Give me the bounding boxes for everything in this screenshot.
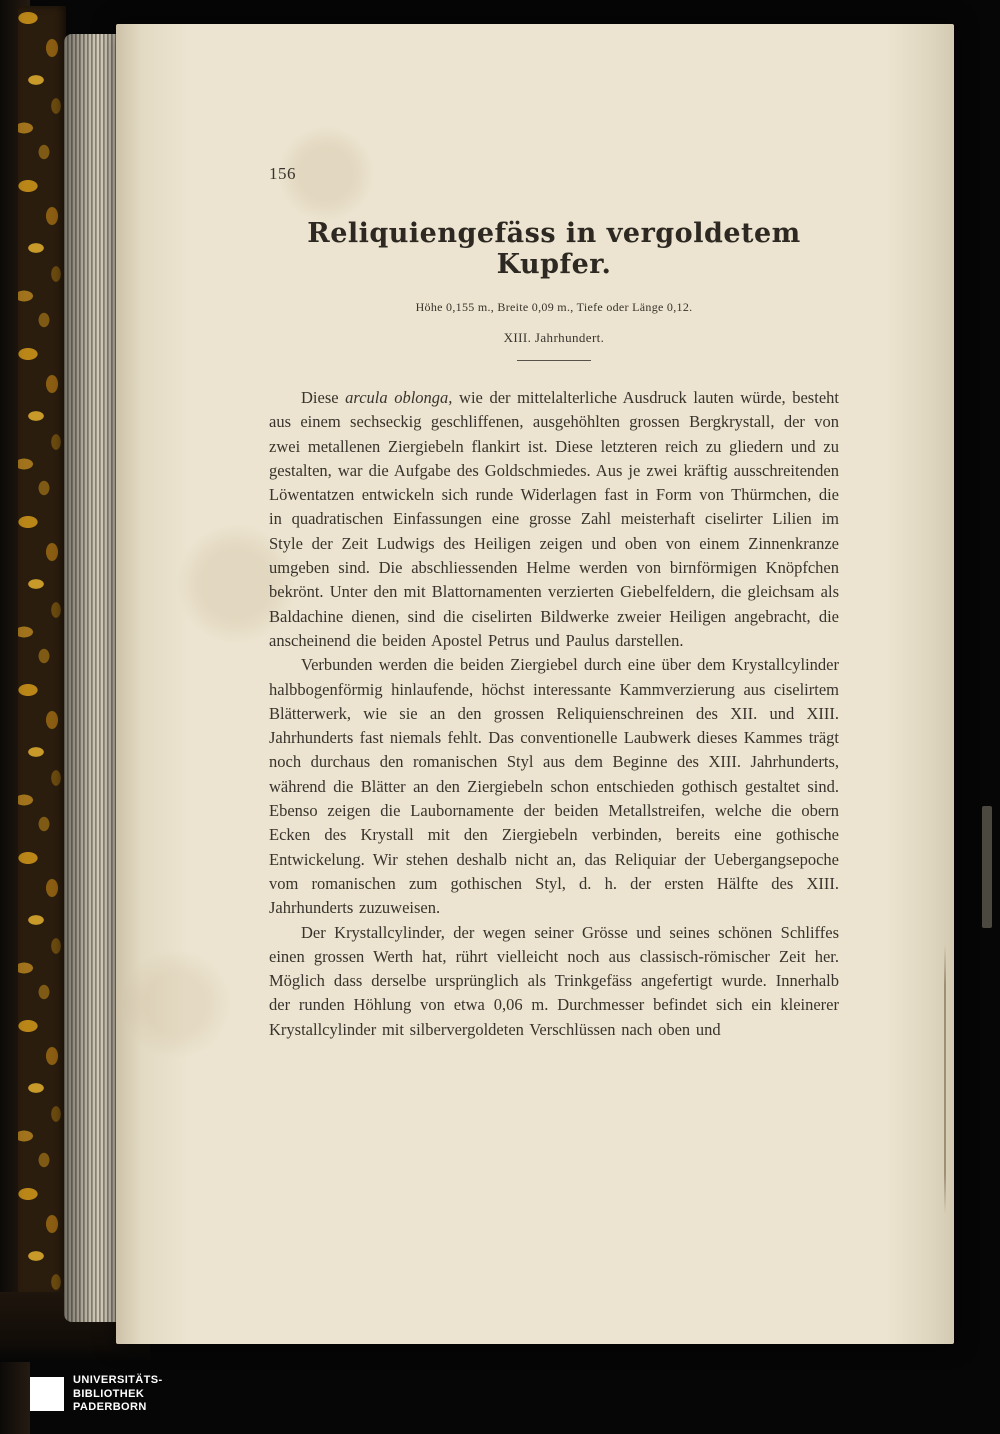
library-logo-icon bbox=[30, 1377, 64, 1411]
marbled-endpaper bbox=[18, 6, 66, 1298]
library-logo bbox=[30, 1374, 163, 1415]
library-logo-line2: BIBLIOTHEK bbox=[73, 1387, 145, 1400]
divider-rule bbox=[517, 360, 591, 361]
library-logo-text bbox=[73, 1374, 163, 1415]
library-logo-line3: PADERBORN bbox=[73, 1401, 147, 1413]
century-subtitle: XIII. Jahrhundert. bbox=[503, 330, 605, 345]
paragraph-1-rest: wie der mittelalterliche Ausdruck lauten würde, besteht aus einem sechseckig geschliffenen, ausgehöhlten grossen Bergkrystall, der von zwei metallenen Ziergiebeln flankirt ist. Diese letzteren reich zu gliedern und zu gestalten, war die Aufgabe des Goldschmiedes. Aus je zwei kräftig ausschreitenden Löwentatzen entwickeln sich runde Widerlagen fast in Form von Thürmchen, die in quadratischen Einfassungen eine grosse Zahl meisterhaft ciselirter Lilien im Style der Zeit Ludwigs des Heiligen zeigen und oben von einem Zinnenkranze umgeben sind. Die abschliessenden Helme werden von birnförmigen Knöpfchen bekrönt. Unter den mit Blattornamenten verzierten Giebelfeldern, die gleichsam als Baldachine dienen, sind die ciselirten Bildwerke zweier Heiligen angebracht, die anscheinend die beiden Apostel Petrus und Paulus darstellen. bbox=[269, 388, 839, 650]
binding-stitch-thread bbox=[944, 944, 946, 1214]
chapter-title: Reliquiengefäss in vergoldetem Kupfer. bbox=[307, 218, 801, 280]
paragraph-2: Verbunden werden die beiden Ziergiebel durch eine über dem Krystallcylinder halbbogenförmig hinlaufende, höchst interessante Kammverzierung aus ciselirtem Blätterwerk, wie sie an den grossen Reliquienschreinen des XII. und XIII. Jahrhunderts fast niemals fehlt. Das conventionelle Laubwerk dieses Kammes trägt noch durchaus den romanischen Styl aus dem Beginne des XIII. Jahrhunderts, während die Blätter an den Ziergiebeln schon entschieden gothisch gestaltet sind. Ebenso zeigen die Laubornamente der beiden Metallstreifen, welche die obern Ecken des Krystall mit den Ziergiebeln verbinden, bereits eine gothische Entwickelung. Wir stehen deshalb nicht an, das Reliquiar der Uebergangsepoche vom romanischen zum gothischen Styl, d. h. der ersten Hälfte des XIII. Jahrhunderts zuzuweisen. bbox=[269, 655, 839, 918]
paragraph-3: Der Krystallcylinder, der wegen seiner Grösse und seines schönen Schliffes einen grossen Werth hat, rührt vielleicht noch aus classisch-römischer Zeit her. Möglich dass derselbe ursprünglich als Trinkgefäss angefertigt wurde. Innerhalb der runden Höhlung von etwa 0,06 m. Durchmesser befindet sich ein kleinerer Krystallcylinder mit silbervergoldeten Verschlüssen nach oben und bbox=[269, 922, 839, 1039]
dimensions-subtitle: Höhe 0,155 m., Breite 0,09 m., Tiefe oder Länge 0,12. bbox=[415, 300, 693, 314]
page-edge-stack bbox=[64, 34, 118, 1322]
paragraph-1 bbox=[269, 386, 839, 653]
paragraph-1-latin-term: arcula oblonga, bbox=[345, 388, 453, 407]
library-logo-line1: UNIVERSITÄTS- bbox=[73, 1374, 163, 1386]
printed-text-block bbox=[269, 164, 839, 1042]
book-page bbox=[116, 24, 954, 1344]
page-number: 156 bbox=[269, 164, 296, 183]
right-page-sliver bbox=[982, 806, 992, 928]
body-text bbox=[269, 386, 839, 1042]
paragraph-1-lead: Diese bbox=[301, 388, 339, 407]
